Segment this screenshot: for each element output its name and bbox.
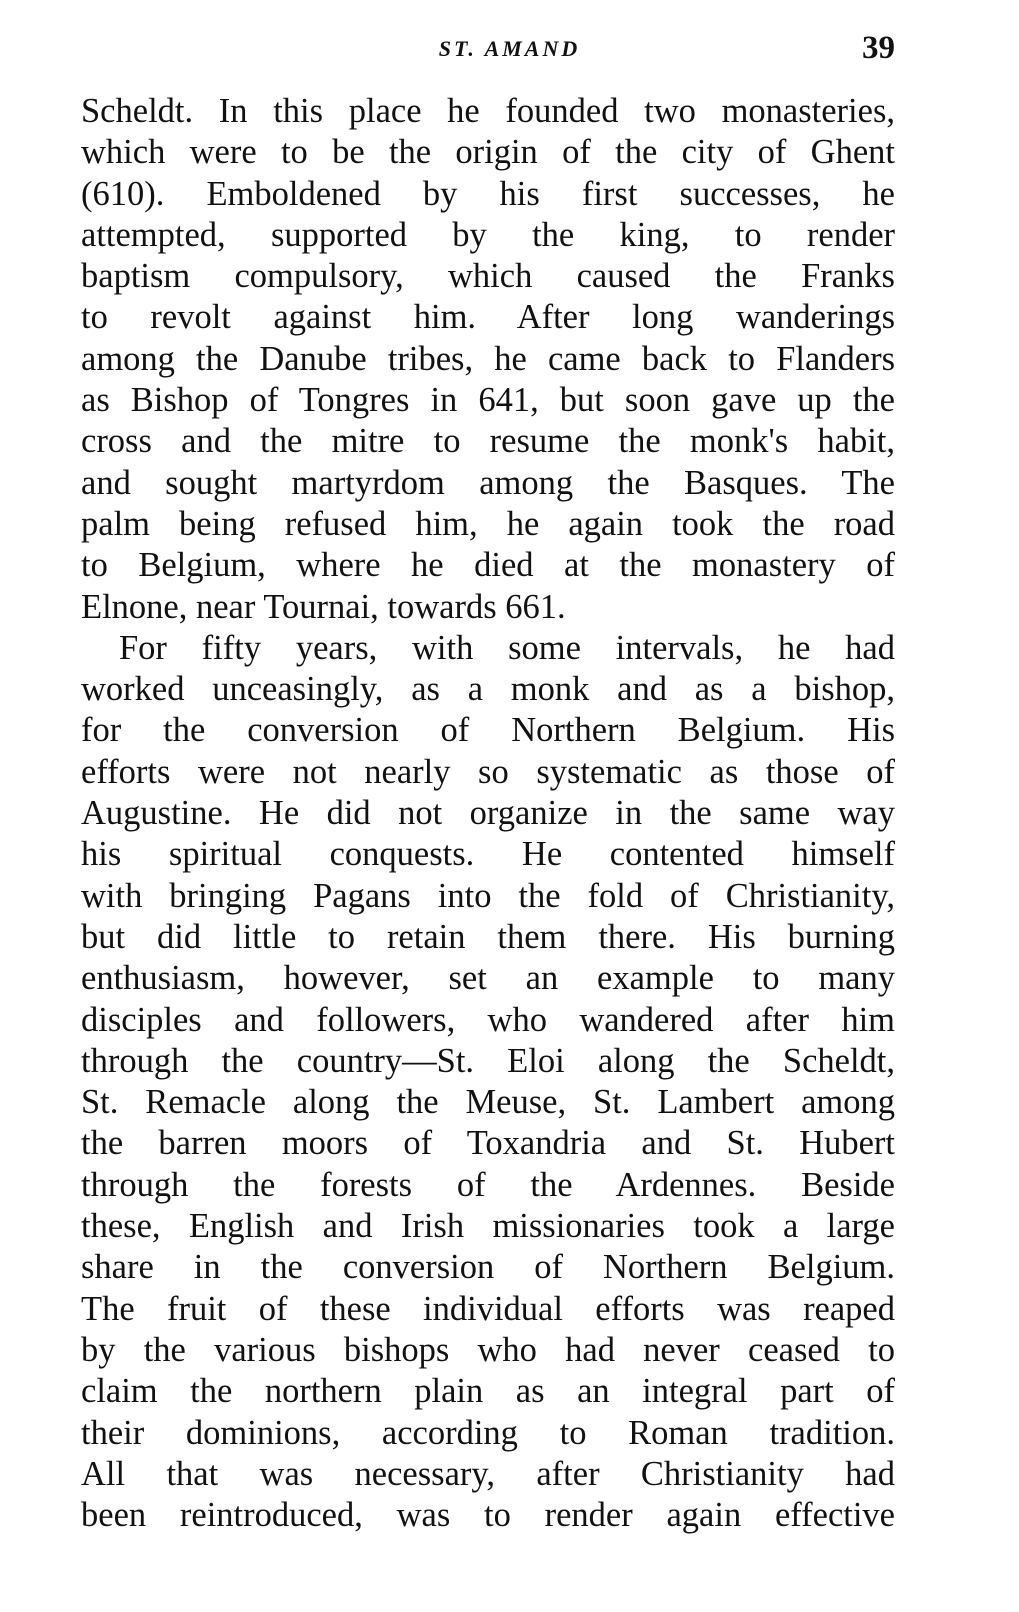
text-line: share in the conversion of Northern Belgium. [81, 1248, 895, 1287]
text-line: these, English and Irish missionaries took a large [81, 1207, 895, 1246]
paragraph [81, 91, 895, 628]
text-line: their dominions, according to Roman tradition. [81, 1413, 895, 1452]
text-line: through the country—St. Eloi along the Scheldt, [81, 1041, 895, 1080]
text-line: been reintroduced, was to render again effective [81, 1496, 895, 1535]
text-line: with bringing Pagans into the fold of Christianity, [81, 876, 895, 915]
running-head [0, 30, 1019, 70]
text-line: The fruit of these individual efforts was reaped [81, 1289, 895, 1328]
paragraph [81, 628, 895, 1537]
running-title: ST. AMAND [438, 36, 581, 61]
text-line: Scheldt. In this place he founded two monasteries, [81, 92, 895, 130]
text-line: by the various bishops who had never ceased to [81, 1330, 895, 1369]
text-line: and sought martyrdom among the Basques. The [81, 463, 895, 502]
text-line: among the Danube tribes, he came back to Flanders [81, 339, 895, 378]
text-line: for the conversion of Northern Belgium. His [81, 711, 895, 750]
text-line: as Bishop of Tongres in 641, but soon gave up the [81, 381, 895, 420]
text-line: through the forests of the Ardennes. Beside [81, 1165, 895, 1204]
text-line: enthusiasm, however, set an example to many [81, 959, 895, 998]
text-line: to revolt against him. After long wanderings [81, 298, 895, 337]
text-line: which were to be the origin of the city of Ghent [81, 133, 895, 172]
text-line: St. Remacle along the Meuse, St. Lambert among [81, 1083, 895, 1122]
text-line: claim the northern plain as an integral part of [81, 1372, 895, 1411]
text-line: his spiritual conquests. He contented himself [81, 835, 895, 874]
text-line: Elnone, near Tournai, towards 661. [81, 587, 566, 626]
text-line: palm being refused him, he again took the road [81, 504, 895, 543]
text-line: For fifty years, with some intervals, he had [119, 628, 895, 667]
text-line: All that was necessary, after Christianity had [81, 1454, 895, 1493]
text-line: (610). Emboldened by his first successes, he [81, 174, 895, 213]
body-text [81, 91, 895, 1536]
text-line: cross and the mitre to resume the monk's habit, [81, 422, 895, 461]
text-line: but did little to retain them there. His burning [81, 917, 895, 956]
page-number: 39 [862, 30, 895, 66]
text-line: Augustine. He did not organize in the same way [81, 794, 895, 833]
text-line: worked unceasingly, as a monk and as a bishop, [81, 670, 895, 709]
text-line: to Belgium, where he died at the monastery of [81, 546, 895, 585]
text-line: baptism compulsory, which caused the Franks [81, 257, 895, 296]
text-line: efforts were not nearly so systematic as those of [81, 752, 895, 791]
text-line: the barren moors of Toxandria and St. Hubert [81, 1124, 895, 1163]
text-line: disciples and followers, who wandered after him [81, 1000, 895, 1039]
text-line: attempted, supported by the king, to render [81, 215, 895, 254]
